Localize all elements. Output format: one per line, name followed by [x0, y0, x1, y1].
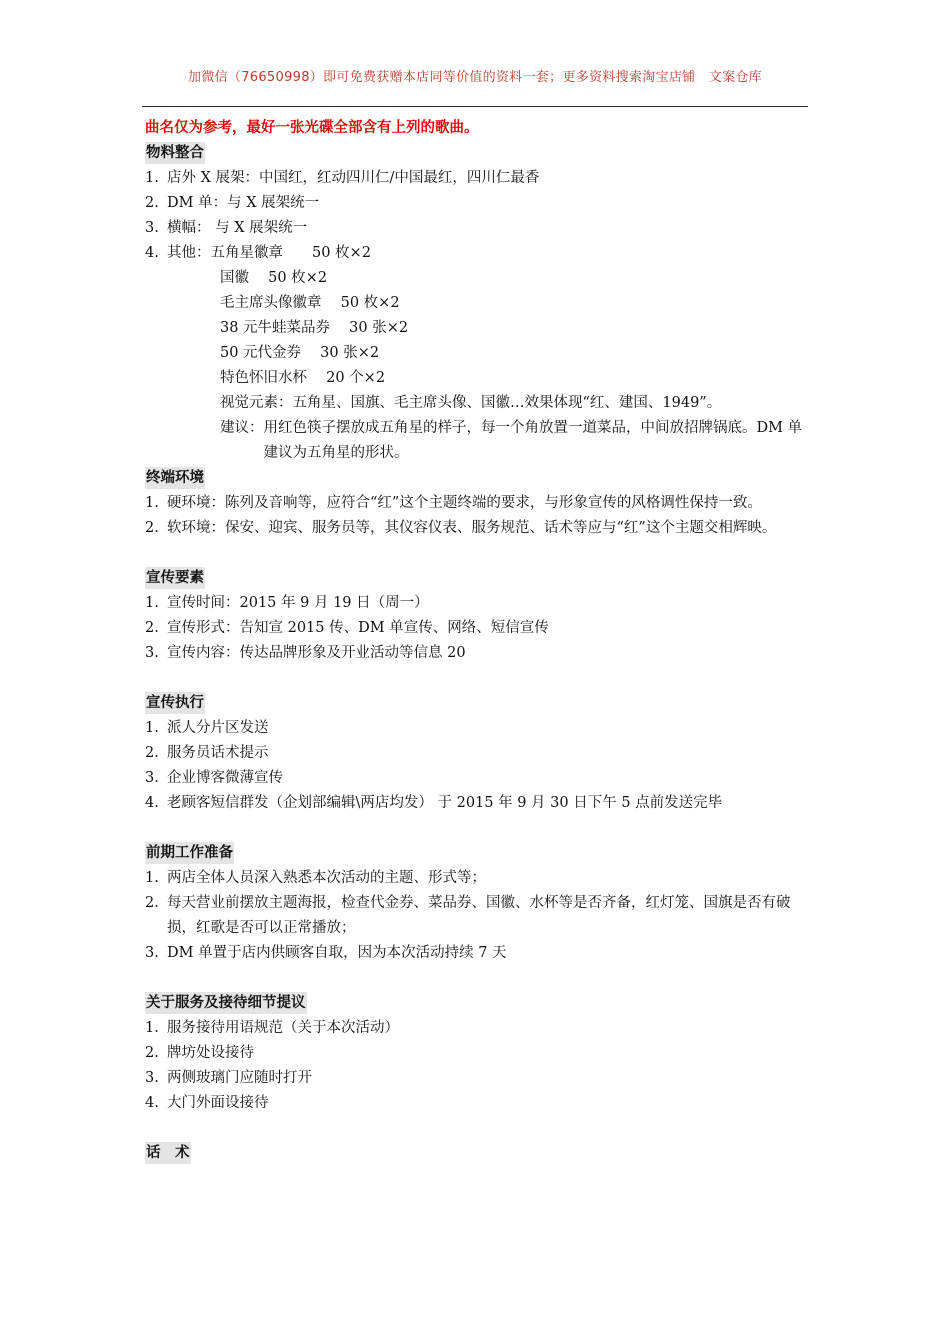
list-item: 4. 大门外面设接待 [145, 1095, 269, 1111]
list-item: 2. 牌坊处设接待 [145, 1045, 254, 1061]
list-item: 3. 两侧玻璃门应随时打开 [145, 1070, 312, 1086]
materials-sub-item: 50 元代金券 30 张×2 [220, 345, 380, 361]
list-item: 1. 派人分片区发送 [145, 720, 269, 736]
list-item: 2. 每天营业前摆放主题海报，检查代金券、菜品券、国徽、水杯等是否齐备，红灯笼、国旗是否有破损，红歌是否可以正常播放； [145, 895, 791, 936]
visual-elements: 视觉元素：五角星、国旗、毛主席头像、国徽…效果体现“红、建国、1949”。 [220, 395, 722, 411]
list-item: 1. 服务接待用语规范（关于本次活动） [145, 1020, 399, 1036]
section-title-environment: 终端环境 [145, 467, 205, 489]
list-item: 1. 宣传时间：2015 年 9 月 19 日（周一） [145, 595, 429, 611]
materials-sub-item: 特色怀旧水杯 20 个×2 [220, 370, 386, 386]
list-item: 1. 硬环境： 陈列及音响等，应符合“红”这个主题终端的要求，与形象宣传的风格调性保持一致。 [145, 495, 762, 511]
song-note: 曲名仅为参考，最好一张光碟全部含有上列的歌曲。 [145, 120, 479, 136]
section-title-speech: 话 术 [145, 1142, 191, 1164]
section-title-preparation: 前期工作准备 [145, 842, 234, 864]
list-item: 4. 其他： 五角星徽章 50 枚×2 [145, 245, 371, 261]
list-item: 2. 软环境： 保安、迎宾、服务员等，其仪容仪表、服务规范、话术等应与“红”这个主题交相辉映。 [145, 520, 777, 536]
list-item: 3. DM 单置于店内供顾客自取，因为本次活动持续 7 天 [145, 945, 507, 961]
list-item: 2. 服务员话术提示 [145, 745, 269, 761]
list-item: 1. 店外 X 展架：中国红，红动四川仁/中国最红，四川仁最香 [145, 170, 540, 186]
section-title-materials: 物料整合 [145, 142, 205, 164]
list-item: 4. 老顾客短信群发（企划部编辑\两店均发） 于 2015 年 9 月 30 日下午 5 点前发送完毕 [145, 795, 723, 811]
materials-sub-item: 38 元牛蛙菜品券 30 张×2 [220, 320, 409, 336]
list-item: 3. 宣传内容：传达品牌形象及开业活动等信息 20 [145, 645, 466, 661]
materials-sub-item: 国徽 50 枚×2 [220, 270, 328, 286]
list-item: 2. 宣传形式：告知宣 2015 传、DM 单宣传、网络、短信宣传 [145, 620, 549, 636]
list-item: 3. 横幅： 与 X 展架统一 [145, 220, 308, 236]
list-item: 1. 两店全体人员深入熟悉本次活动的主题、形式等； [145, 870, 486, 886]
list-item: 2. DM 单：与 X 展架统一 [145, 195, 320, 211]
list-item: 3. 企业博客微薄宣传 [145, 770, 283, 786]
suggestion: 建议： 用红色筷子摆放成五角星的样子，每一个角放置一道菜品，中间放招牌锅底。DM 单建议为五角星的形状。 [220, 420, 803, 461]
section-title-execution: 宣传执行 [145, 692, 205, 714]
header-divider [142, 106, 808, 107]
section-title-service: 关于服务及接待细节提议 [145, 992, 307, 1014]
page-header: 加微信（76650998）即可免费获赠本店同等价值的资料一套；更多资料搜索淘宝店铺 文案仓库 [188, 70, 762, 85]
document-body [145, 116, 810, 1166]
materials-sub-item: 毛主席头像徽章 50 枚×2 [220, 295, 400, 311]
section-title-promotion: 宣传要素 [145, 567, 205, 589]
